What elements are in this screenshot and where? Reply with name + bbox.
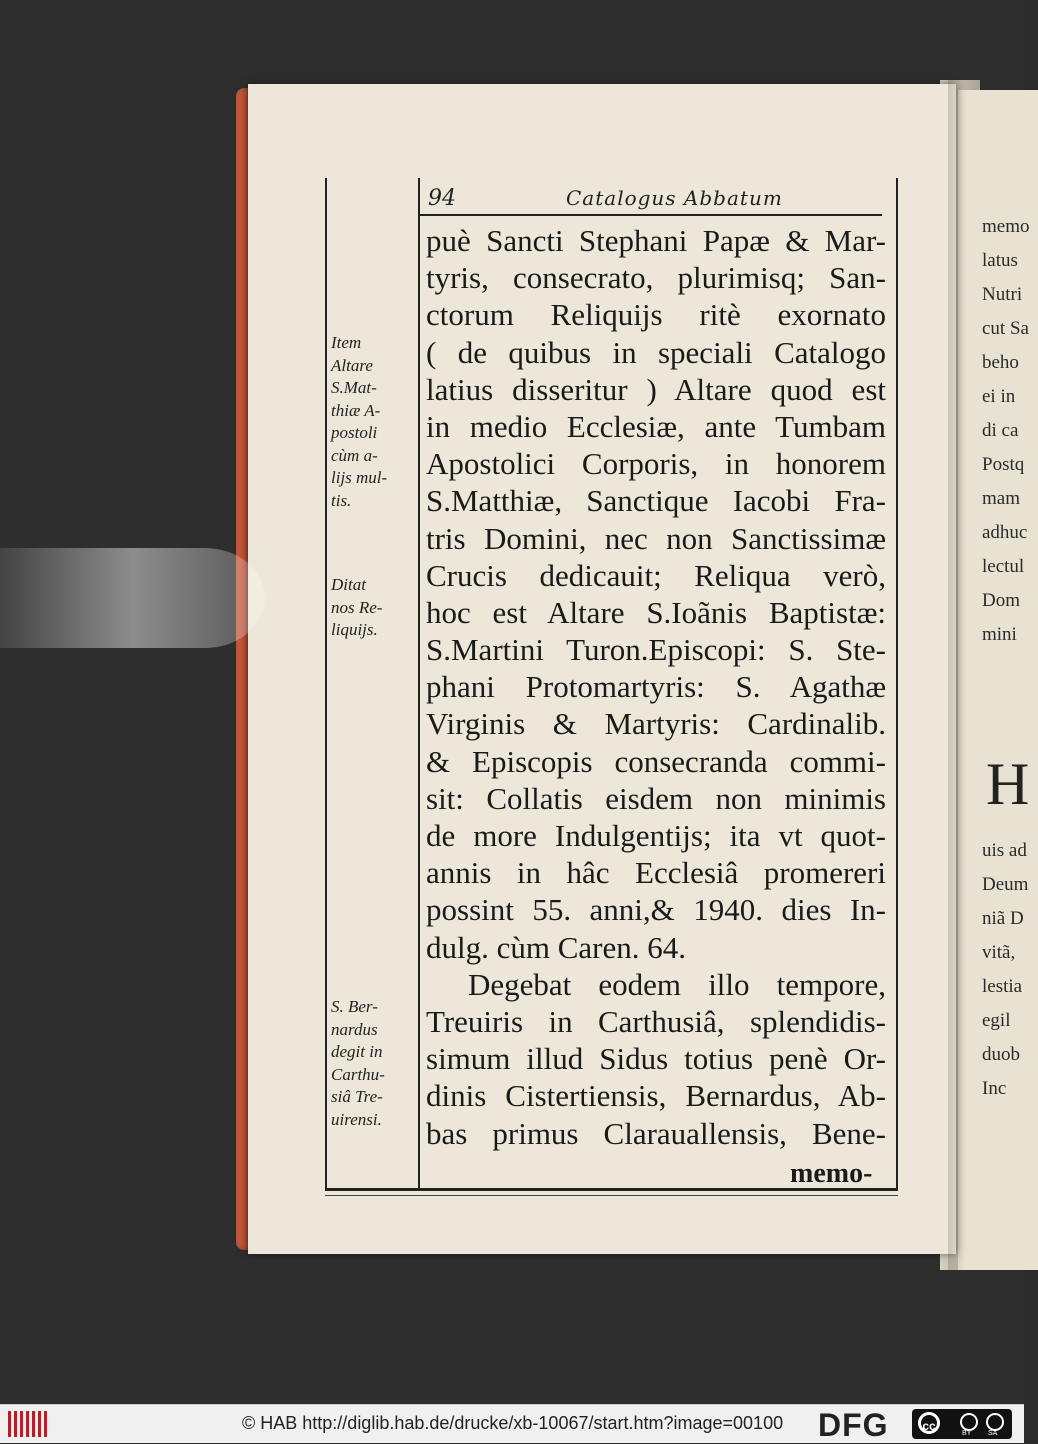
facing-line: beho [982, 352, 1019, 373]
copyright-link[interactable]: © HAB http://diglib.hab.de/drucke/xb-10067/start.htm?image=00100 [242, 1413, 784, 1433]
margin-note-line: liquijs. [331, 620, 378, 639]
text-line: & Episcopis consecranda commi- [426, 743, 886, 779]
text-line: Virginis & Martyris: Cardinalib. [426, 706, 886, 742]
facing-line: latus [982, 250, 1018, 271]
main-text-block [426, 222, 886, 1152]
facing-line: uis ad [982, 840, 1027, 861]
hab-logo-icon[interactable] [8, 1411, 48, 1437]
facing-page-initial: H [986, 751, 1030, 817]
cc-license-badge[interactable] [912, 1409, 1012, 1439]
frame-rule-margin [418, 178, 420, 1188]
text-line: Apostolici Corporis, in honorem [426, 446, 886, 482]
running-head: Catalogus Abbatum [566, 186, 783, 210]
text-line: annis in hâc Ecclesiâ promereri [426, 855, 886, 891]
text-line: ctorum Reliquijs ritè exornato [426, 297, 886, 333]
text-line: S.Matthiæ, Sanctique Iacobi Fra- [426, 483, 886, 519]
spine-shadow [948, 80, 966, 1270]
facing-page-text-lower [982, 834, 1028, 1106]
text-line: tris Domini, nec non Sanctissimæ [426, 520, 886, 556]
by-label: BY [962, 1430, 972, 1437]
facing-line: Deum [982, 874, 1029, 895]
facing-line: mam [982, 488, 1020, 509]
facing-line: di ca [982, 420, 1019, 441]
facing-line: niã D [982, 908, 1024, 929]
margin-note-line: uirensi. [331, 1109, 382, 1129]
text-line: hoc est Altare S.Ioãnis Baptistæ: [426, 594, 886, 630]
frame-rule-right [896, 178, 898, 1188]
margin-note-line: S. Ber- [331, 997, 378, 1016]
text-line: puè Sancti Stephani Papæ & Mar- [426, 223, 886, 258]
margin-note-line: lijs mul- [331, 468, 388, 487]
sa-icon [986, 1413, 1004, 1431]
sa-label: SA [988, 1430, 998, 1437]
text-line: Crucis dedicauit; Reliqua verò, [426, 557, 886, 593]
text-line: tyris, consecrato, plurimisq; San- [426, 260, 886, 296]
catchword: memo- [790, 1158, 873, 1189]
facing-line: Inc [982, 1078, 1007, 1099]
text-line: phani Protomartyris: S. Agathæ [426, 669, 886, 705]
margin-note-line: degit in [331, 1042, 383, 1061]
facing-line: ei in [982, 386, 1016, 407]
facing-line: Postq [982, 454, 1025, 475]
margin-note-line: postoli [331, 423, 378, 442]
facing-line: cut Sa [982, 318, 1029, 339]
cc-icon: cc [918, 1412, 940, 1434]
facing-line: duob [982, 1044, 1020, 1065]
text-line: dinis Cistertiensis, Bernardus, Ab- [426, 1078, 886, 1114]
dfg-logo[interactable]: DFG [818, 1407, 889, 1443]
viewer-footer [0, 1404, 1024, 1443]
facing-line: lestia [982, 976, 1023, 997]
facing-line: lectul [982, 556, 1025, 577]
by-icon [960, 1413, 978, 1431]
facing-page-text [982, 210, 1030, 652]
margin-note-line: Carthu- [331, 1064, 385, 1084]
margin-note-line: Item [331, 333, 362, 352]
text-line: bas primus Clarauallensis, Bene- [426, 1115, 886, 1151]
text-line: Degebat eodem illo tempore, [468, 966, 886, 1002]
text-line: latius disseritur ) Altare quod est [426, 371, 886, 407]
margin-note-bernardus [331, 996, 385, 1131]
text-line: ( de quibus in speciali Catalogo [426, 334, 886, 370]
margin-note-line: Ditat [331, 575, 366, 594]
facing-line: egil [982, 1010, 1011, 1031]
text-line: dulg. cùm Caren. 64. [426, 929, 687, 965]
facing-line: adhuc [982, 522, 1028, 543]
facing-line: Dom [982, 590, 1020, 611]
facing-line: mini [982, 624, 1017, 645]
text-line: de more Indulgentijs; ita vt quot- [426, 818, 886, 853]
margin-note-line: Altare [331, 355, 373, 375]
margin-note-altare [331, 332, 387, 512]
margin-note-line: S.Mat- [331, 378, 377, 397]
light-reflection [0, 548, 265, 648]
margin-note-ditat [331, 574, 382, 642]
page-number: 94 [428, 186, 456, 211]
margin-note-line: nardus [331, 1019, 378, 1039]
facing-line: Nutri [982, 284, 1023, 305]
text-line: S.Martini Turon.Episcopi: S. Ste- [426, 632, 886, 668]
frame-rule-bottom-thin [325, 1195, 898, 1196]
text-line: sit: Collatis eisdem non minimis [426, 780, 886, 816]
text-line: Treuiris in Carthusiâ, splendidis- [426, 1003, 886, 1039]
frame-rule-left [325, 178, 327, 1188]
margin-note-line: cùm a- [331, 445, 378, 465]
text-line: in medio Ecclesiæ, ante Tumbam [426, 408, 886, 444]
margin-note-line: nos Re- [331, 597, 383, 617]
header-rule [420, 214, 882, 216]
facing-line: memo [982, 216, 1030, 237]
margin-note-line: siâ Tre- [331, 1087, 383, 1106]
margin-note-line: thiæ A- [331, 400, 381, 420]
margin-note-line: tis. [331, 490, 352, 510]
facing-line: vitã, [982, 942, 1016, 963]
text-line: simum illud Sidus totius penè Or- [426, 1041, 886, 1077]
text-line: possint 55. anni,& 1940. dies In- [426, 892, 886, 928]
